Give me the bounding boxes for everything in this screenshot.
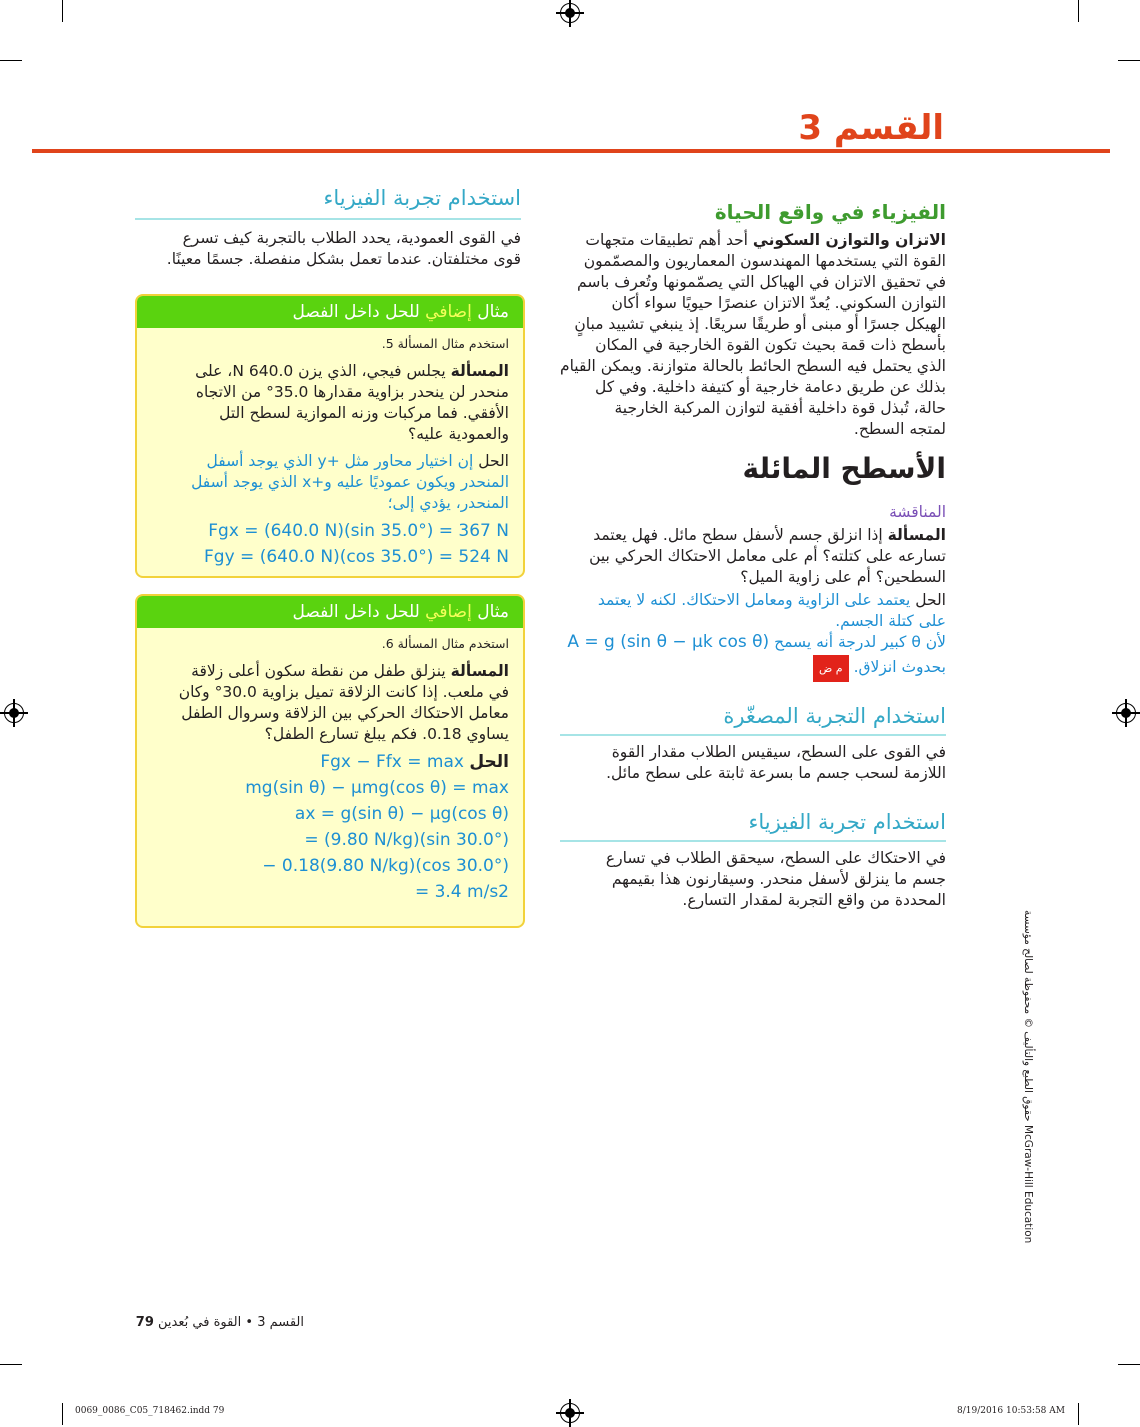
heading-rule (560, 840, 946, 842)
example-box-1 (135, 294, 525, 578)
example-box-header (137, 296, 523, 328)
text-line: التوازن السكوني. يُعدّ الاتزان عنصرًا حيويًا سواء أكان (611, 294, 946, 312)
equation: ax = g(sin θ) − μg(cos θ) (294, 804, 509, 824)
text-line: في الاحتكاك على السطح، سيحقق الطلاب في تسارع (605, 849, 946, 867)
text-line: يجلس فيجي، الذي يزن 640.0 N، على (195, 362, 446, 380)
example-reference: استخدم مثال المسألة 6. (381, 636, 509, 651)
copyright-text: حقوق الطبع والتأليف © محفوظة لصالح مؤسسة McGraw-Hill Education (1022, 910, 1034, 1244)
page-number: 79 (135, 1315, 154, 1330)
box-head-prefix: مثال (477, 302, 509, 322)
equation: − 0.18(9.80 N/kg)(cos 30.0°) (262, 856, 509, 876)
formula-note: لأن θ كبير لدرجة أنه يسمح (774, 633, 946, 651)
box-head-accent: إضافي (425, 602, 472, 622)
registration-mark-icon (1116, 703, 1136, 723)
slug-filename: 0069_0086_C05_718462.indd 79 (75, 1406, 225, 1416)
text-line: بأسطح ذات قمة بحيث تكون القوة الخارجية في المكان (595, 336, 946, 354)
page-footer (136, 1315, 304, 1330)
text-line: القوة التي يستخدمها المهندسون المعماريون والمصمّمون (583, 252, 946, 270)
crop-mark (1118, 1364, 1140, 1365)
example-box-body (137, 328, 523, 570)
equation: mg(sin θ) − μmg(cos θ) = max (245, 778, 509, 798)
box-head-suffix: للحل داخل الفصل (292, 302, 420, 322)
text-line: في القوى العمودية، يحدد الطلاب بالتجربة كيف تسرع (182, 229, 521, 247)
text-line: على كتلة الجسم. (835, 612, 946, 630)
text-line: والعمودية عليه؟ (407, 425, 509, 443)
registration-mark-icon (4, 703, 24, 723)
differentiation-badge: م ض (813, 655, 849, 682)
text-line: قوى مختلفتان. عندما تعمل بشكل منفصلة. جسمًا معينًا. (166, 250, 521, 268)
section-heading-physics-lab: استخدام تجربة الفيزياء (323, 186, 521, 210)
solution-label: الحل (469, 752, 509, 772)
text-line: في تحقيق الاتزان في الهياكل التي يصمّمونها وتُعرف باسم (577, 273, 946, 291)
text-line: يساوي 0.18. فكم يبلغ تسارع الطفل؟ (264, 725, 509, 743)
text-line: إن اختيار محاور مثل +y الذي يوجد أسفل (206, 452, 474, 470)
answer-label: الحل (915, 591, 946, 609)
paragraph-minilab (560, 742, 946, 784)
formula: A = g (sin θ − μk cos θ) (567, 632, 770, 652)
equation: Fgy = (640.0 N)(cos 35.0°) = 524 N (204, 547, 509, 567)
section-heading-physics-lab: استخدام تجربة الفيزياء (748, 810, 946, 834)
equation: Fgx = (640.0 N)(sin 35.0°) = 367 N (208, 521, 509, 541)
text-line: الذي يحتمل فيه السطح الحائط بالحالة متوازنة. ويمكن القيام (559, 357, 946, 375)
copyright-vertical (1012, 910, 1034, 1290)
formula-tail: بحدوث انزلاق. (853, 658, 946, 676)
text-line: لمتجه السطح. (853, 420, 946, 438)
section-heading-minilab: استخدام التجربة المصغّرة (723, 704, 946, 728)
paragraph-normal-forces (135, 228, 521, 270)
text-line: المحددة من واقع التجربة لمقدار التسارع. (682, 891, 946, 909)
text-line: في القوى على السطح، سيقيس الطلاب مقدار القوة (611, 743, 946, 761)
text-line: في ملعب. إذا كانت الزلاقة تميل بزاوية 30.0° وكان (178, 683, 509, 701)
lead-term: الاتزان والتوازن السكوني (752, 231, 946, 249)
subheading-discussion: المناقشة (889, 503, 946, 521)
example-reference: استخدم مثال المسألة 5. (381, 336, 509, 351)
text-line: تسارعه على كتلته؟ أم على معامل الاحتكاك الحركي بين (589, 547, 946, 565)
example-box-body (137, 628, 523, 905)
text-line: إذا انزلق جسم لأسفل سطح مائل. فهل يعتمد (593, 526, 883, 544)
example-problem (151, 361, 509, 445)
equation (151, 749, 509, 775)
crop-mark (1118, 60, 1140, 61)
example-box-header (137, 596, 523, 628)
discussion-question (560, 525, 946, 588)
crop-mark (1078, 1403, 1079, 1425)
section-heading: الفيزياء في واقع الحياة (714, 200, 946, 224)
question-label: المسألة (887, 526, 946, 544)
equation-text: Fgx − Ffx = max (320, 752, 464, 772)
text-line: الأفقي. فما مركبات وزنه الموازية لسطح التل (219, 404, 509, 422)
section-heading-inclined-planes: الأسطح المائلة (742, 452, 946, 485)
box-head-suffix: للحل داخل الفصل (292, 602, 420, 622)
heading-rule (135, 218, 521, 220)
text-line: يعتمد على الزاوية ومعامل الاحتكاك. لكنه لا يعتمد (597, 591, 911, 609)
left-column-intro (135, 186, 521, 270)
footer-text: القسم 3 • القوة في بُعدين (158, 1315, 304, 1330)
box-head-accent: إضافي (425, 302, 472, 322)
text-line: جسم ما ينزلق لأسفل منحدر. وسيقارنون هذا بقيمهم (611, 870, 946, 888)
example-solution (151, 451, 509, 514)
crop-mark (62, 0, 63, 22)
paragraph-physics-lab (560, 848, 946, 911)
text-line: المنحدر، يؤدي إلى؛ (387, 494, 509, 512)
formula-tail-line (560, 655, 946, 682)
crop-mark (0, 1364, 22, 1365)
text-line: ينزلق طفل من نقطة سكون أعلى زلاقة (191, 662, 446, 680)
crop-mark (1078, 0, 1079, 22)
text-line: معامل الاحتكاك الحركي بين الزلاقة وسروال الطفل (181, 704, 509, 722)
discussion-answer (560, 590, 946, 653)
equation: = (9.80 N/kg)(sin 30.0°) (304, 830, 509, 850)
heading-rule (560, 734, 946, 736)
paragraph-stability (560, 230, 946, 440)
slug-timestamp: 8/19/2016 10:53:58 AM (956, 1406, 1065, 1416)
registration-mark-icon (560, 3, 580, 23)
box-head-prefix: مثال (477, 602, 509, 622)
chapter-rule (32, 149, 1110, 153)
text-line: اللازمة لسحب جسم ما بسرعة ثابتة على سطح مائل. (606, 764, 946, 782)
text-line: بذلك عن طريق دعامة خارجية أو كتيفة داخلية. وفي كل (594, 378, 946, 396)
problem-label: المسألة (450, 362, 509, 380)
equation: = 3.4 m/s2 (414, 882, 509, 902)
right-column (560, 200, 946, 911)
example-box-2 (135, 594, 525, 928)
example-problem (151, 661, 509, 745)
registration-mark-icon (560, 1403, 580, 1423)
text-line: منحدر لن ينحدر بزاوية مقدارها 35.0° من الاتجاه (195, 383, 509, 401)
text-line: حالة، تُبذل قوة داخلية أفقية لتوازن المركبة الخارجية (614, 399, 946, 417)
crop-mark (62, 1403, 63, 1425)
text-line: الهيكل جسرًا أو مبنى أو طريقًا سريعًا. إذ ينبغي تشييد مبانٍ (574, 315, 946, 333)
text-line: أحد أهم تطبيقات متجهات (585, 231, 748, 249)
problem-label: المسألة (450, 662, 509, 680)
text-line: المنحدر ويكون عموديًا عليه و+x الذي يوجد أسفل (191, 473, 509, 491)
chapter-title: القسم 3 (798, 108, 944, 148)
text-line: السطحين؟ أم على زاوية الميل؟ (740, 568, 946, 586)
crop-mark (0, 60, 22, 61)
solution-label: الحل (478, 452, 509, 470)
